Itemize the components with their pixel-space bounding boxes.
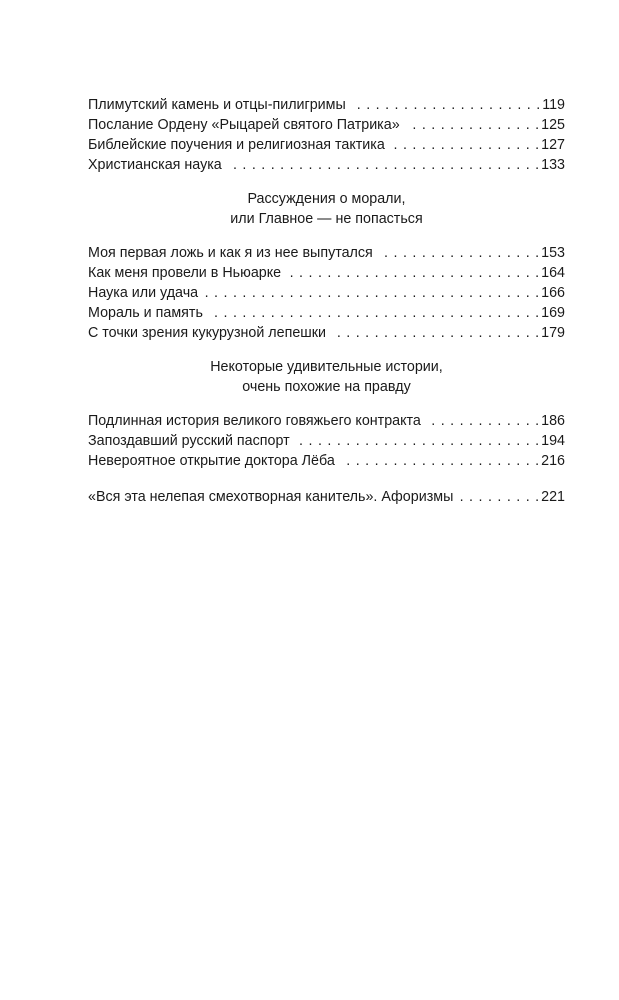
dot-leader: [296, 431, 539, 451]
section-heading: [88, 189, 565, 229]
section-heading-line: Рассуждения о морали,: [247, 191, 406, 207]
toc-group-1: [88, 95, 565, 175]
toc-entry-page: 186: [541, 413, 565, 429]
table-of-contents: [88, 95, 565, 507]
toc-group-3: [88, 411, 565, 471]
dot-leader: [427, 411, 539, 431]
toc-entry-page: 166: [541, 285, 565, 301]
toc-entry-page: 125: [541, 117, 565, 133]
dot-leader: [332, 323, 539, 343]
toc-entry-title: Подлинная история великого говяжьего контракта: [88, 413, 421, 429]
toc-group-2: [88, 243, 565, 343]
toc-group-4: [88, 487, 565, 507]
dot-leader: [341, 451, 539, 471]
dot-leader: [287, 263, 539, 283]
toc-entry: [88, 155, 565, 175]
toc-entry-title: Невероятное открытие доктора Лёба: [88, 453, 335, 469]
toc-entry: [88, 283, 565, 303]
toc-entry-title: С точки зрения кукурузной лепешки: [88, 325, 326, 341]
section-heading-line: очень похожие на правду: [242, 379, 411, 395]
toc-entry-title: Как меня провели в Ньюарке: [88, 265, 282, 281]
dot-leader: [209, 303, 539, 323]
toc-entry: [88, 451, 565, 471]
toc-entry: [88, 303, 565, 323]
toc-entry-title: Библейские поучения и религиозная тактика: [88, 137, 385, 153]
toc-entry-page: 127: [541, 137, 565, 153]
toc-entry: [88, 135, 565, 155]
dot-leader: [379, 243, 539, 263]
toc-entry-title: Моя первая ложь и как я из нее выпутался: [88, 245, 373, 261]
toc-entry-page: 221: [541, 489, 565, 505]
toc-entry: [88, 323, 565, 343]
toc-entry-page: 133: [541, 157, 565, 173]
toc-entry-page: 194: [541, 433, 565, 449]
toc-entry: [88, 263, 565, 283]
toc-entry: [88, 411, 565, 431]
toc-entry-title: Плимутский камень и отцы-пилигримы: [88, 97, 346, 113]
section-heading-line: или Главное — не попасться: [230, 211, 423, 227]
section-heading: [88, 357, 565, 397]
toc-entry-title: Запоздавший русский паспорт: [88, 433, 290, 449]
dot-leader: [459, 487, 539, 507]
toc-entry-page: 179: [541, 325, 565, 341]
dot-leader: [352, 95, 540, 115]
toc-entry-title: «Вся эта нелепая смехотворная канитель». Афоризмы: [88, 489, 454, 505]
toc-entry: [88, 243, 565, 263]
dot-leader: [406, 115, 539, 135]
toc-entry-title: Наука или удача: [88, 285, 199, 301]
dot-leader: [204, 283, 539, 303]
dot-leader: [228, 155, 539, 175]
toc-entry-page: 216: [541, 453, 565, 469]
toc-entry: [88, 95, 565, 115]
toc-entry: [88, 115, 565, 135]
toc-entry-page: 169: [541, 305, 565, 321]
section-heading-line: Некоторые удивительные истории,: [210, 359, 443, 375]
toc-entry-title: Послание Ордену «Рыцарей святого Патрика»: [88, 117, 400, 133]
toc-entry-title: Мораль и память: [88, 305, 203, 321]
toc-entry: [88, 431, 565, 451]
toc-entry-title: Христианская наука: [88, 157, 222, 173]
toc-entry-page: 164: [541, 265, 565, 281]
dot-leader: [391, 135, 539, 155]
toc-entry-page: 153: [541, 245, 565, 261]
toc-entry-page: 119: [542, 97, 565, 113]
toc-entry: [88, 487, 565, 507]
